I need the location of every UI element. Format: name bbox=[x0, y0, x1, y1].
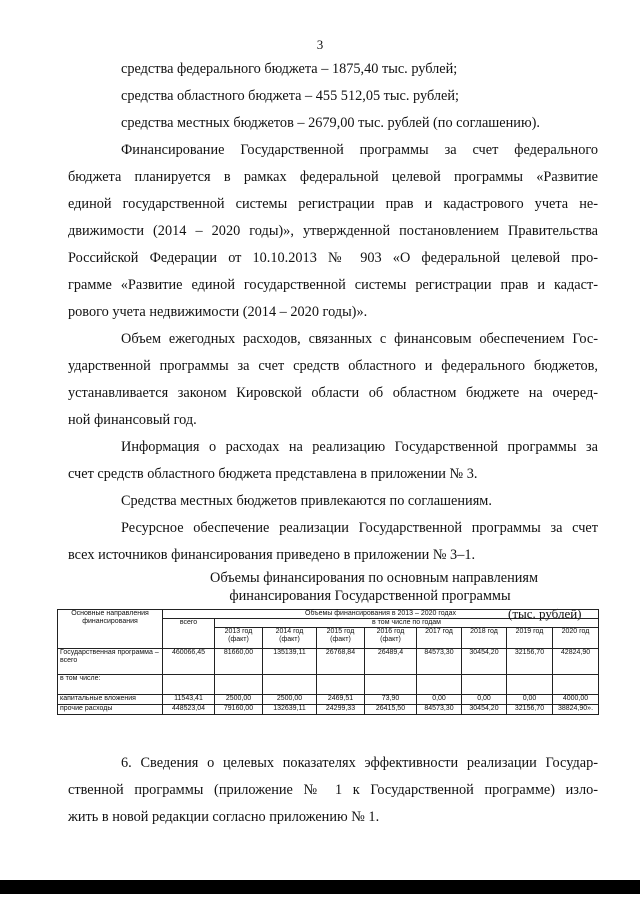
cell: 24299,33 bbox=[317, 705, 365, 715]
financing-table bbox=[57, 609, 599, 715]
text-line: бюджета планируется в рамках федеральной целевой программы «Развитие bbox=[68, 169, 598, 185]
text-line: счет средств областного бюджета представлена в приложении № 3. bbox=[68, 466, 478, 482]
cell: 26489,4 bbox=[365, 649, 417, 675]
text-line: средства федерального бюджета – 1875,40 тыс. рублей; bbox=[121, 61, 458, 77]
text-line: Средства местных бюджетов привлекаются по соглашениям. bbox=[121, 493, 492, 509]
cell: 0,00 bbox=[462, 695, 507, 705]
cell: 2500,00 bbox=[263, 695, 317, 705]
text-line: всех источников финансирования приведено в приложении № 3–1. bbox=[68, 547, 476, 563]
table-row bbox=[58, 695, 599, 705]
page-number: 3 bbox=[316, 37, 324, 52]
row-label: прочие расходы bbox=[58, 705, 163, 715]
table-title: финансирования Государственной программы bbox=[229, 588, 511, 604]
cell: 42824,90 bbox=[553, 649, 599, 675]
header-volume: Объемы финансирования в 2013 – 2020 годах bbox=[163, 610, 599, 619]
text-line: средства областного бюджета – 455 512,05 тыс. рублей; bbox=[121, 88, 459, 104]
text-line: Объем ежегодных расходов, связанных с финансовым обеспечением Гос- bbox=[121, 331, 598, 347]
table-title: Объемы финансирования по основным направлениям bbox=[210, 570, 538, 586]
text-line: ной финансовый год. bbox=[68, 412, 197, 428]
row-label: Государственная программа – всего bbox=[58, 649, 163, 675]
text-line: Информация о расходах на реализацию Государственной программы за bbox=[121, 439, 598, 455]
header-year: 2018 год bbox=[462, 628, 507, 649]
cell: 81660,00 bbox=[215, 649, 263, 675]
row-label: капитальные вложения bbox=[58, 695, 163, 705]
cell: 4000,00 bbox=[553, 695, 599, 705]
header-year: 2016 год (факт) bbox=[365, 628, 417, 649]
cell: 2500,00 bbox=[215, 695, 263, 705]
cell: 0,00 bbox=[507, 695, 553, 705]
cell: 2469,51 bbox=[317, 695, 365, 705]
text-line: средства местных бюджетов – 2679,00 тыс. рублей (по соглашению). bbox=[121, 115, 540, 131]
text-line: Финансирование Государственной программы за счет федерального bbox=[121, 142, 598, 158]
text-line: единой государственной системы регистрации прав и кадастрового учета не- bbox=[68, 196, 598, 212]
cell: 32156,70 bbox=[507, 705, 553, 715]
cell: 11543,41 bbox=[163, 695, 215, 705]
cell: 79160,00 bbox=[215, 705, 263, 715]
header-year: 2019 год bbox=[507, 628, 553, 649]
cell: 38824,90». bbox=[553, 705, 599, 715]
cell: 26768,84 bbox=[317, 649, 365, 675]
header-total: всего bbox=[163, 619, 215, 649]
text-line: Российской Федерации от 10.10.2013 № 903 «О федеральной целевой про- bbox=[68, 250, 598, 266]
text-line: рового учета недвижимости (2014 – 2020 годы)». bbox=[68, 304, 368, 320]
header-year: 2020 год bbox=[553, 628, 599, 649]
cell: 26415,50 bbox=[365, 705, 417, 715]
text-line: движимости (2014 – 2020 годы)», утвержденной постановлением Правительства bbox=[68, 223, 598, 239]
cell: 73,90 bbox=[365, 695, 417, 705]
header-main: Основные направления финансирования bbox=[58, 610, 163, 649]
row-label: в том числе: bbox=[58, 675, 163, 695]
text-line: устанавливается законом Кировской области об областном бюджете на очеред- bbox=[68, 385, 598, 401]
cell: 84573,30 bbox=[417, 649, 462, 675]
header-incl: в том числе по годам bbox=[215, 619, 599, 628]
text-line: 6. Сведения о целевых показателях эффективности реализации Государ- bbox=[121, 755, 598, 771]
cell: 448523,04 bbox=[163, 705, 215, 715]
text-line: Ресурсное обеспечение реализации Государственной программы за счет bbox=[121, 520, 598, 536]
header-year: 2017 год bbox=[417, 628, 462, 649]
cell: 30454,20 bbox=[462, 649, 507, 675]
cell: 135139,11 bbox=[263, 649, 317, 675]
table-row bbox=[58, 705, 599, 715]
cell: 132639,11 bbox=[263, 705, 317, 715]
cell: 84573,30 bbox=[417, 705, 462, 715]
table-row bbox=[58, 649, 599, 675]
cell: 30454,20 bbox=[462, 705, 507, 715]
text-line: ударственной программы за счет средств областного и федерального бюджетов, bbox=[68, 358, 598, 374]
text-line: грамме «Развитие единой государственной системы регистрации прав и кадаст- bbox=[68, 277, 598, 293]
text-line: жить в новой редакции согласно приложению № 1. bbox=[68, 809, 380, 825]
header-year: 2014 год (факт) bbox=[263, 628, 317, 649]
scan-border bbox=[0, 880, 640, 894]
units-label: (тыс. рублей) bbox=[508, 606, 582, 621]
header-year: 2013 год (факт) bbox=[215, 628, 263, 649]
text-line: ственной программы (приложение № 1 к Государственной программе) изло- bbox=[68, 782, 598, 798]
table-row bbox=[58, 675, 599, 695]
cell: 460066,45 bbox=[163, 649, 215, 675]
cell: 32156,70 bbox=[507, 649, 553, 675]
header-year: 2015 год (факт) bbox=[317, 628, 365, 649]
cell: 0,00 bbox=[417, 695, 462, 705]
